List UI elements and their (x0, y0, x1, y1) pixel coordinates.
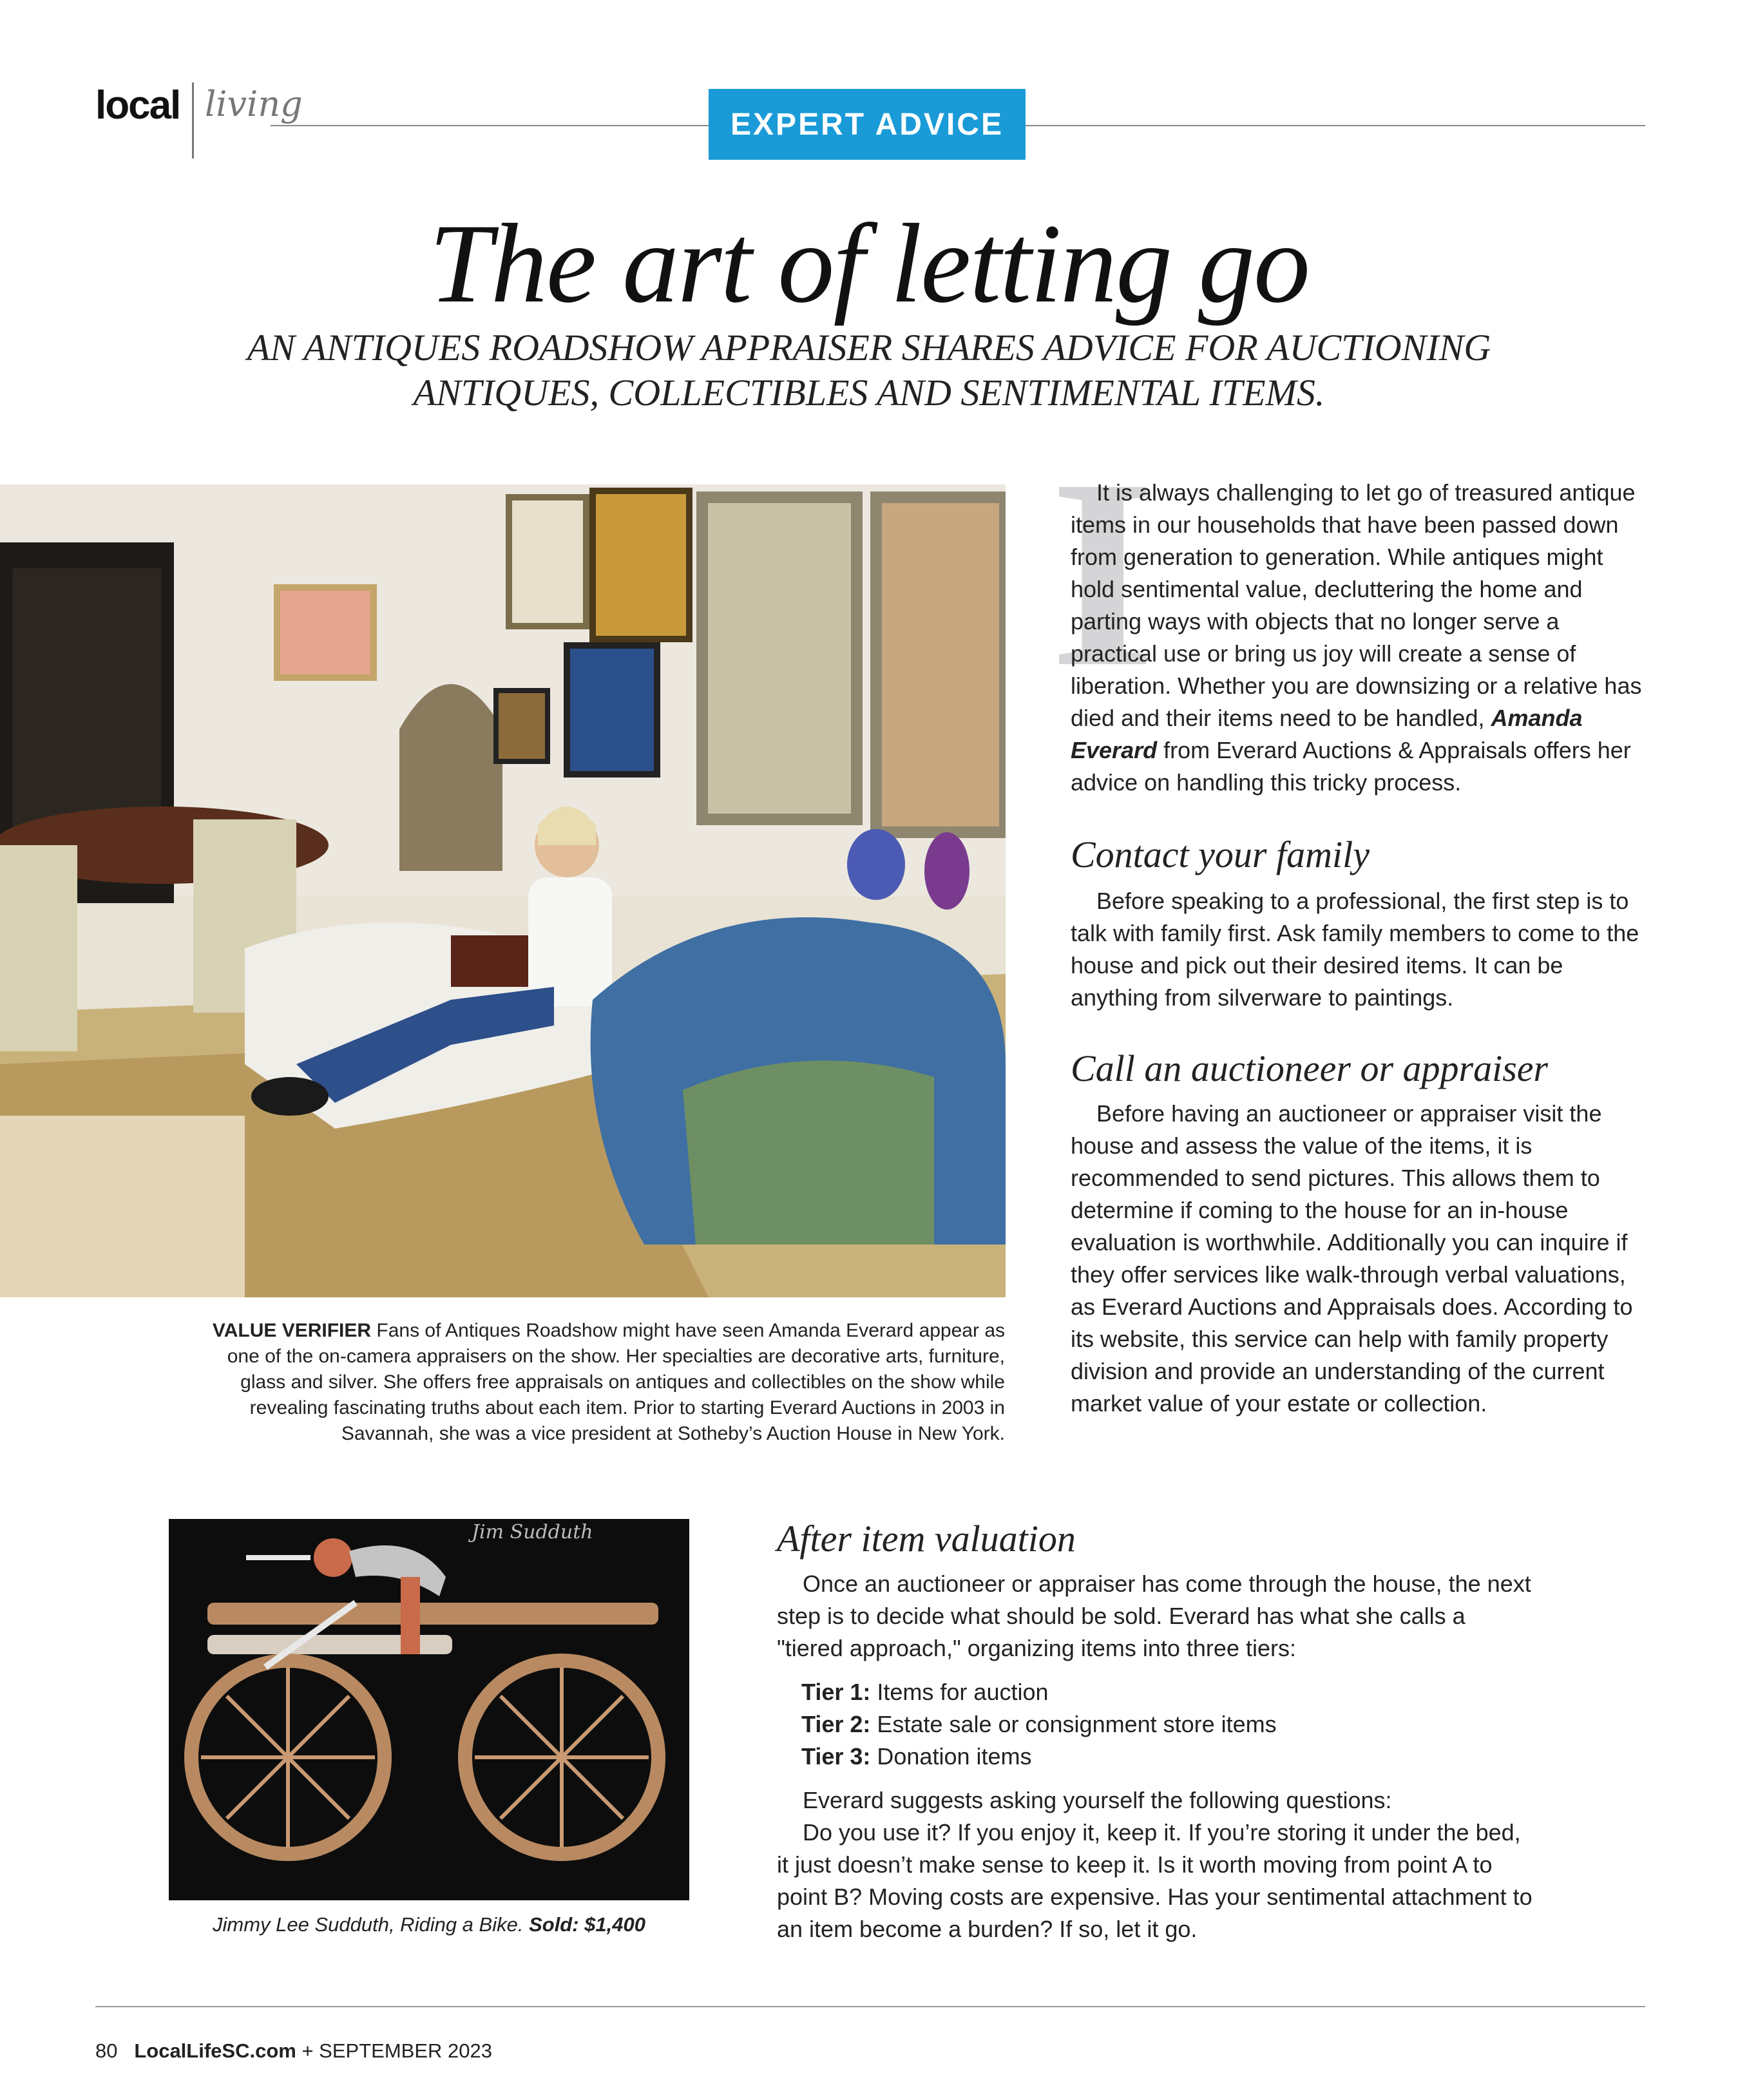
tier-list (777, 1676, 1537, 1773)
article-subtitle (129, 325, 1609, 415)
section-body-contact-family (1071, 885, 1650, 1014)
intro-text-before: It is always challenging to let go of treasured antique items in our households that have been passed down from generation to generation. While antiques might hold sentimental value, decluttering the home and parting ways with objects that no longer serve a practical use or bring us joy will create a sense of liberation. Whether you are downsizing or a relative has died and their items need to be handled, (1071, 479, 1642, 731)
section-body-call-appraiser (1071, 1098, 1650, 1420)
tier-item (801, 1741, 1537, 1773)
section-heading-contact-family: Contact your family (1071, 834, 1370, 875)
footer-site: LocalLifeSC.com (134, 2039, 296, 2062)
closing-paragraph-2: Do you use it? If you enjoy it, keep it. If you’re storing it under the bed, it just doesn’t make sense to keep it. Is it worth moving from point A to point B? Moving costs are expensive. Has your sentimental attachment to an item become a burden? If so, let it go. (777, 1819, 1533, 1942)
logo-local: local (95, 83, 180, 128)
tier-text: Donation items (870, 1743, 1032, 1770)
tier-label: Tier 2: (801, 1711, 871, 1737)
closing-paragraph-1: Everard suggests asking yourself the following questions: (803, 1787, 1392, 1813)
section-body-after-valuation (777, 1568, 1537, 1945)
section2-text: Before having an auctioneer or appraiser visit the house and assess the value of the items, it is recommended to send pictures. This allows them to determine if coming to the house for an in-house evaluation is worthwhile. Additionally you can inquire if they offer services like walk-through verbal valuations, as Everard Auctions and Appraisals does. According to its website, this service can help with family property division and provide an understanding of the current market value of your estate or collection. (1071, 1100, 1633, 1417)
section1-text: Before speaking to a professional, the first step is to talk with family first. Ask family members to come to the house and pick out their desired items. It can be anything from silverware to paintings. (1071, 888, 1639, 1011)
drop-cap: I (1050, 423, 1156, 723)
tier-label: Tier 3: (801, 1743, 871, 1770)
tier-label: Tier 1: (801, 1679, 871, 1705)
bike-painting-photo (169, 1519, 689, 1900)
intro-name: Amanda Everard (1071, 705, 1583, 763)
bike-caption (169, 1913, 689, 1936)
footer (95, 2039, 492, 2063)
subtitle-line-2: ANTIQUES, COLLECTIBLES AND SENTIMENTAL ITEMS. (413, 372, 1325, 414)
section-heading-call-appraiser: Call an auctioneer or appraiser (1071, 1047, 1549, 1089)
footer-rule (95, 2006, 1645, 2007)
main-photo-caption (193, 1318, 1005, 1447)
caption-label: VALUE VERIFIER (212, 1320, 372, 1341)
main-photo (0, 484, 1006, 1297)
painting-signature: Jim Sudduth (472, 1521, 593, 1543)
section-heading-after-valuation: After item valuation (777, 1518, 1076, 1560)
logo-divider (192, 82, 194, 158)
bike-caption-text: Jimmy Lee Sudduth, Riding a Bike. (212, 1913, 530, 1936)
section-badge: EXPERT ADVICE (709, 89, 1026, 160)
page-number: 80 (95, 2039, 118, 2062)
intro-paragraph (1071, 477, 1650, 799)
caption-text: Fans of Antiques Roadshow might have seen Amanda Everard appear as one of the on-camera appraisers on the show. Her specialties are decorative arts, furniture, glass and silver. She offers free appraisals on antiques and collectibles on the show while revealing fascinating truths about each item. Prior to starting Everard Auctions in 2003 in Savannah, she was a vice president at Sotheby’s Auction House in New York. (227, 1320, 1005, 1444)
tier-item (801, 1708, 1537, 1741)
article-title: The art of letting go (429, 201, 1309, 327)
subtitle-line-1: AN ANTIQUES ROADSHOW APPRAISER SHARES ADVICE FOR AUCTIONING (247, 327, 1491, 368)
bike-sold-price: Sold: $1,400 (529, 1913, 645, 1936)
section3-text: Once an auctioneer or appraiser has come through the house, the next step is to decide what should be sold. Everard has what she calls a "tiered approach," organizing items into three tiers: (777, 1570, 1531, 1661)
footer-issue: SEPTEMBER 2023 (319, 2039, 492, 2062)
footer-separator: + (296, 2039, 320, 2062)
tier-item (801, 1676, 1537, 1708)
logo-living: living (205, 84, 303, 124)
intro-text-after: from Everard Auctions & Appraisals offers her advice on handling this tricky process. (1071, 737, 1631, 796)
tier-text: Estate sale or consignment store items (870, 1711, 1277, 1737)
tier-text: Items for auction (870, 1679, 1049, 1705)
